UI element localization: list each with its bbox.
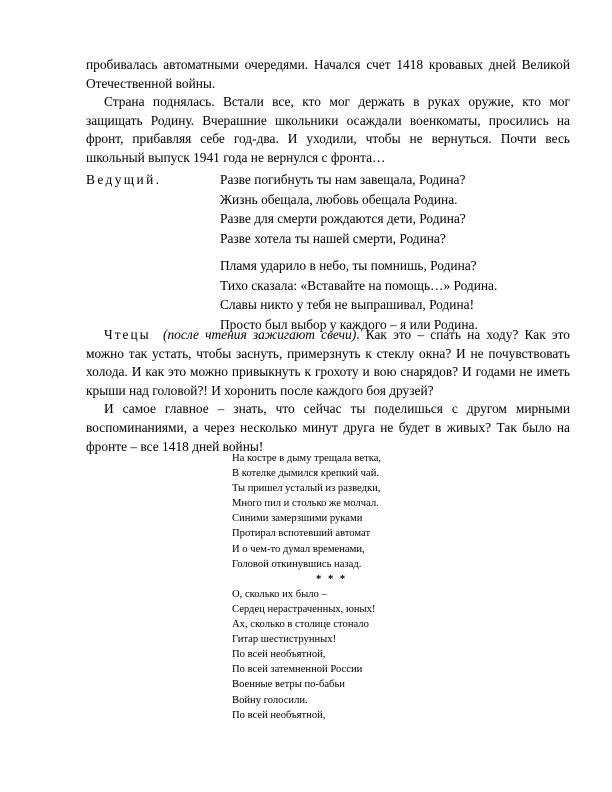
- verse-line: Разве хотела ты нашей смерти, Родина?: [220, 230, 446, 246]
- poem-line: Ах, сколько в столице стонало: [232, 619, 369, 631]
- verse-line: Тихо сказала: «Вставайте на помощь…» Родина.: [220, 277, 498, 293]
- presenter-block: [86, 170, 570, 332]
- verse-line: Просто был выбор у каждого – я или Родина.: [220, 316, 478, 332]
- presenter-speaker: Ведущий.: [86, 172, 162, 187]
- readers-paragraph-2: И самое главное – знать, что сейчас ты поделишься с другом мирными воспоминаниями, а через несколько минут друга не будет в живых? Так было на фронте – все 1418 дней войны!: [86, 401, 570, 454]
- poem-line: Протирал вспотевший автомат: [232, 528, 371, 540]
- verse-line: Разве погибнуть ты нам завещала, Родина?: [220, 172, 466, 187]
- readers-paragraph-1: [86, 326, 570, 400]
- intro-paragraph-1: пробивалась автоматными очередями. Начался счет 1418 кровавых дней Великой Отечественной войны.: [86, 57, 570, 91]
- readers-paragraph-1-text: . Как это – спать на ходу? Как это можно так устать, чтобы заснуть, примерзнуть к стеклу окна? И не почувствовать холода. И как это можно привыкнуть к грохоту и вою снарядов? И годами не иметь крыши над головой?! И хоронить после каждого боя друзей?: [86, 327, 570, 398]
- poem: [232, 451, 492, 723]
- intro-paragraph-2: Страна поднялась. Встали все, кто мог держать в руках оружие, кто мог защищать Родину. Вчерашние школьники осаждали военкоматы, просились на фронт, прибавляя себе год-два. И уходили, чтобы не вернуться. Почти весь школьный выпуск 1941 года не вернулся с фронта…: [86, 94, 570, 165]
- poem-line: Головой откинувшись назад.: [232, 558, 362, 570]
- intro-text: [86, 56, 570, 168]
- poem-line: В котелке дымился крепкий чай.: [232, 468, 380, 480]
- readers-text: [86, 326, 570, 456]
- poem-line: Ты пришел усталый из разведки,: [232, 483, 381, 495]
- poem-line: По всей затемненной России: [232, 664, 363, 676]
- poem-line: На костре в дыму трещала ветка,: [232, 453, 382, 464]
- poem-line: Много пил и столько же молчал.: [232, 498, 379, 510]
- poem-line: И о чем-то думал временами,: [232, 543, 365, 555]
- poem-line: По всей необъятной,: [232, 709, 326, 721]
- verse-line: Пламя ударило в небо, ты помнишь, Родина?: [220, 258, 477, 273]
- poem-line: Гитар шестиструнных!: [232, 634, 337, 646]
- poem-line: О, сколько их было –: [232, 588, 327, 600]
- verse-line: Разве для смерти рождаются дети, Родина?: [220, 211, 466, 226]
- readers-speaker: Чтецы: [104, 327, 151, 342]
- presenter-verse: [220, 170, 497, 334]
- verse-line: Жизнь обещала, любовь обещала Родина.: [220, 191, 458, 207]
- verse-line: Славы никто у тебя не выпрашивал, Родина!: [220, 297, 475, 312]
- poem-line: По всей необъятной,: [232, 649, 326, 661]
- stage-direction: (после чтения зажигают свечи): [163, 327, 357, 342]
- poem-line: Военные ветры по-бабьи: [232, 679, 345, 691]
- poem-separator: * * *: [316, 573, 348, 585]
- poem-line: Сердец нерастраченных, юных!: [232, 603, 376, 615]
- poem-line: Синими замерзшими руками: [232, 513, 363, 525]
- poem-line: Войну голосили.: [232, 694, 308, 706]
